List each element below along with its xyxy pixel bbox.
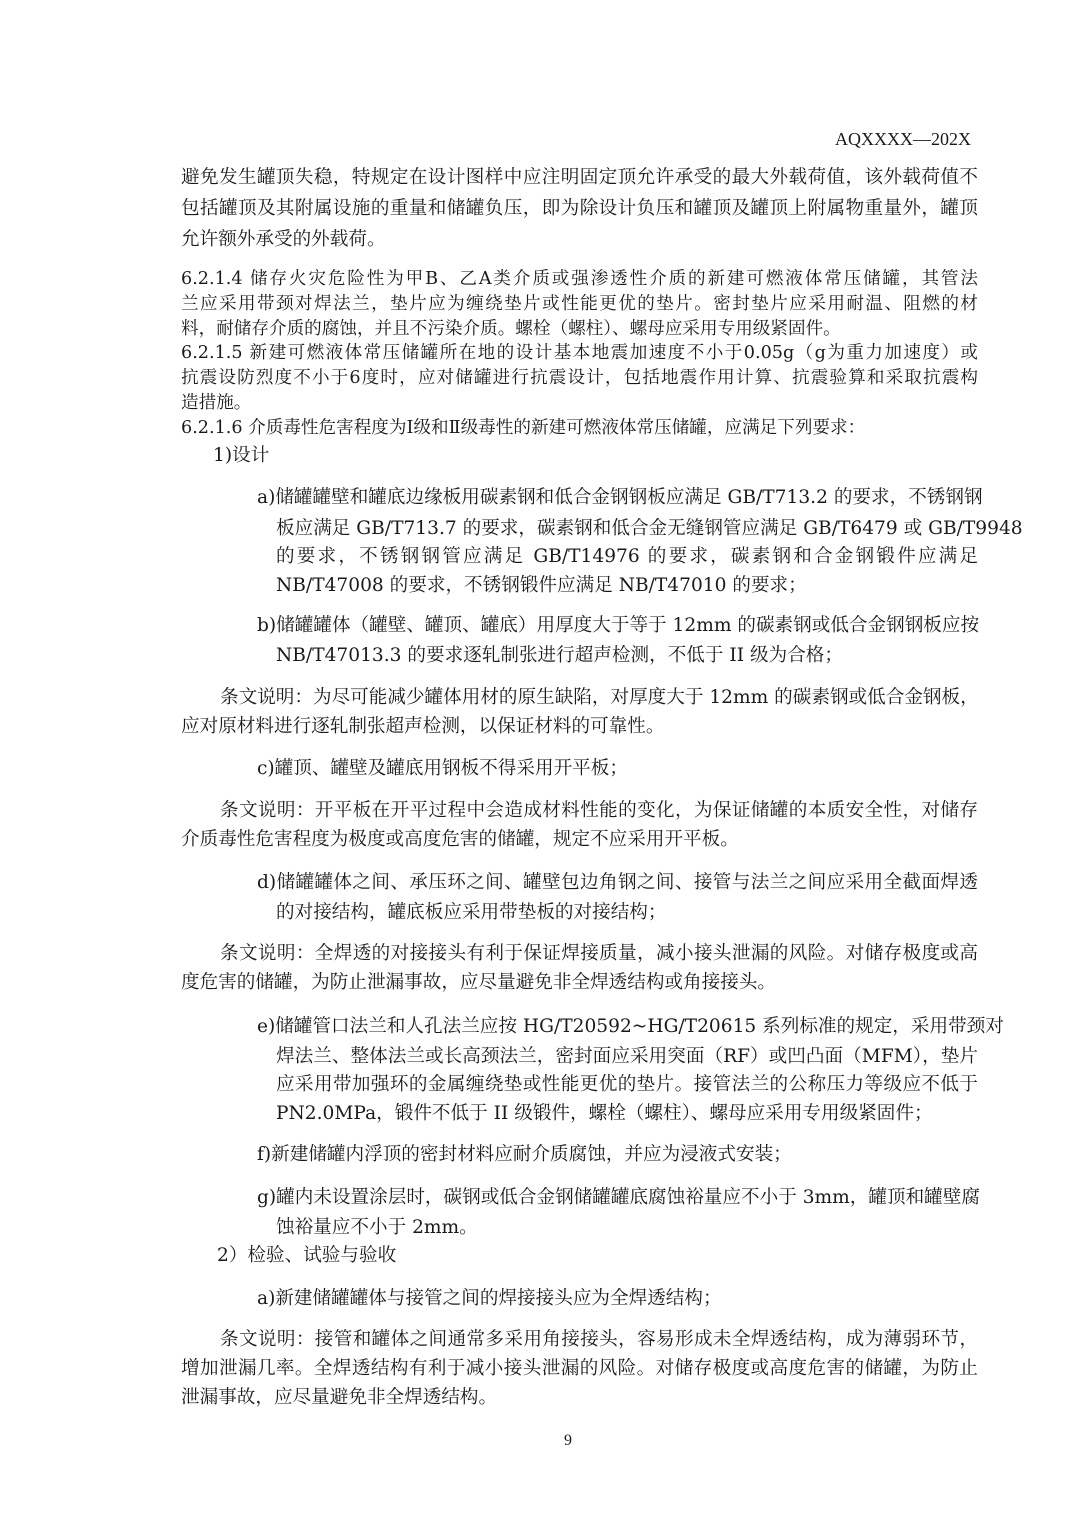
explanatory-note-line: 应对原材料进行逐轧制张超声检测，以保证材料的可靠性。 [181, 716, 665, 737]
explanatory-note-line: 条文说明：为尽可能减少罐体用材的原生缺陷，对厚度大于 12mm 的碳素钢或低合金钢板， [220, 687, 979, 708]
list-item-line: NB/T47008 的要求，不锈钢锻件应满足 NB/T47010 的要求； [276, 575, 807, 596]
section-heading: 2）检验、试验与验收 [217, 1245, 397, 1266]
clause-line: 兰应采用带颈对焊法兰，垫片应为缠绕垫片或性能更优的垫片。密封垫片应采用耐温、阻燃的材 [181, 294, 978, 314]
clause-line: 料，耐储存介质的腐蚀，并且不污染介质。螺栓（螺柱）、螺母应采用专用级紧固件。 [181, 319, 841, 339]
list-item-line: c)罐顶、罐壁及罐底用钢板不得采用开平板； [257, 758, 628, 779]
explanatory-note-line: 度危害的储罐，为防止泄漏事故，应尽量避免非全焊透结构或角接接头。 [181, 972, 777, 993]
paragraph-line: 避免发生罐顶失稳，特规定在设计图样中应注明固定顶允许承受的最大外载荷值，该外载荷值不 [181, 167, 978, 188]
document-number: AQXXXX—202X [835, 129, 971, 149]
list-item-line: b)储罐罐体（罐壁、罐顶、罐底）用厚度大于等于 12mm 的碳素钢或低合金钢钢板应按 [257, 615, 980, 636]
list-item-line: PN2.0MPa，锻件不低于 II 级锻件，螺栓（螺柱）、螺母应采用专用级紧固件； [276, 1103, 933, 1124]
list-item-line: 蚀裕量应不小于 2mm。 [276, 1217, 478, 1238]
clause-line: 抗震设防烈度不小于6度时，应对储罐进行抗震设计，包括地震作用计算、抗震验算和采取抗震构 [181, 368, 978, 388]
list-item-line: f)新建储罐内浮顶的密封材料应耐介质腐蚀，并应为浸液式安装； [257, 1144, 792, 1165]
clause-line: 6.2.1.4 储存火灾危险性为甲B、乙A类介质或强渗透性介质的新建可燃液体常压储罐，其管法 [181, 269, 978, 289]
list-item-line: g)罐内未设置涂层时，碳钢或低合金钢储罐罐底腐蚀裕量应不小于 3mm，罐顶和罐壁腐 [257, 1187, 980, 1208]
list-item-line: 的对接结构，罐底板应采用带垫板的对接结构； [276, 902, 667, 923]
list-item-line: a)新建储罐罐体与接管之间的焊接接头应为全焊透结构； [257, 1288, 722, 1309]
list-item-line: e)储罐管口法兰和人孔法兰应按 HG/T20592~HG/T20615 系列标准的规定，采用带颈对 [257, 1016, 1004, 1037]
explanatory-note-line: 条文说明：开平板在开平过程中会造成材料性能的变化，为保证储罐的本质安全性，对储存 [220, 800, 978, 821]
list-item-line: 应采用带加强环的金属缠绕垫或性能更优的垫片。接管法兰的公称压力等级应不低于 [276, 1074, 978, 1095]
paragraph-line: 包括罐顶及其附属设施的重量和储罐负压，即为除设计负压和罐顶及罐顶上附属物重量外，罐顶 [181, 198, 978, 219]
list-item-line: d)储罐罐体之间、承压环之间、罐壁包边角钢之间、接管与法兰之间应采用全截面焊透 [257, 872, 978, 893]
paragraph-line: 允许额外承受的外载荷。 [181, 229, 386, 250]
list-item-line: a)储罐罐壁和罐底边缘板用碳素钢和低合金钢钢板应满足 GB/T713.2 的要求，不锈钢钢 [257, 487, 983, 508]
clause-line: 6.2.1.5 新建可燃液体常压储罐所在地的设计基本地震加速度不小于0.05g（g为重力加速度）或 [181, 343, 978, 363]
clause-line: 造措施。 [181, 393, 252, 413]
section-heading: 1)设计 [213, 445, 270, 466]
list-item-line: NB/T47013.3 的要求逐轧制张进行超声检测，不低于 II 级为合格； [276, 645, 843, 666]
explanatory-note-line: 介质毒性危害程度为极度或高度危害的储罐，规定不应采用开平板。 [181, 829, 739, 850]
list-item-line: 板应满足 GB/T713.7 的要求，碳素钢和低合金无缝钢管应满足 GB/T6479 或 GB/T9948 [276, 518, 1023, 539]
list-item-line: 焊法兰、整体法兰或长高颈法兰，密封面应采用突面（RF）或凹凸面（MFM），垫片 [276, 1046, 978, 1067]
explanatory-note-line: 增加泄漏几率。全焊透结构有利于减小接头泄漏的风险。对储存极度或高度危害的储罐，为防止 [181, 1358, 978, 1379]
clause-line: 6.2.1.6 介质毒性危害程度为Ⅰ级和Ⅱ级毒性的新建可燃液体常压储罐，应满足下列要求： [181, 418, 866, 438]
explanatory-note-line: 泄漏事故，应尽量避免非全焊透结构。 [181, 1387, 498, 1408]
explanatory-note-line: 条文说明：全焊透的对接接头有利于保证焊接质量，减小接头泄漏的风险。对储存极度或高 [220, 943, 978, 964]
page-number: 9 [564, 1432, 572, 1449]
list-item-line: 的要求，不锈钢钢管应满足 GB/T14976 的要求，碳素钢和合金钢锻件应满足 [276, 546, 978, 567]
explanatory-note-line: 条文说明：接管和罐体之间通常多采用角接接头，容易形成未全焊透结构，成为薄弱环节， [220, 1329, 978, 1350]
